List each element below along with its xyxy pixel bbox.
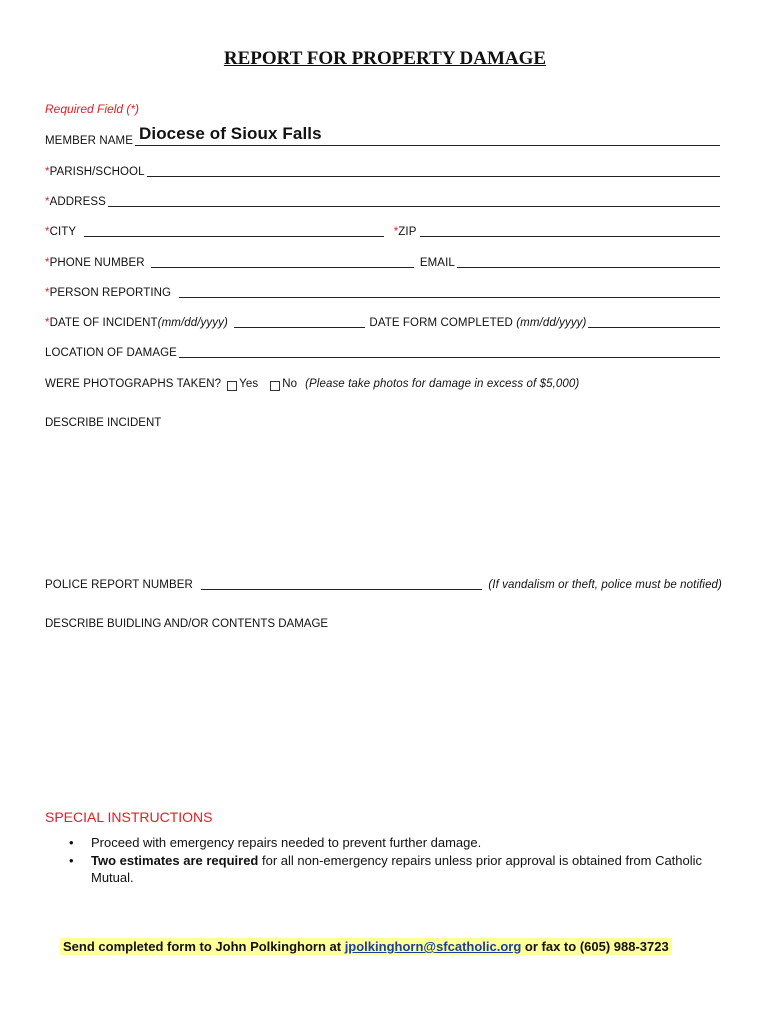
location-label: LOCATION OF DAMAGE (45, 347, 177, 359)
send-instructions (60, 938, 672, 955)
date-completed-format: (mm/dd/yyyy) (516, 317, 587, 329)
parish-school-field[interactable] (147, 162, 720, 177)
address-field[interactable] (108, 192, 720, 207)
special-instructions-heading: SPECIAL INSTRUCTIONS (45, 809, 213, 825)
location-row (45, 344, 722, 360)
bullet-icon: • (69, 835, 74, 850)
city-label: CITY (49, 226, 77, 238)
date-completed-field[interactable] (588, 313, 720, 328)
list-item (45, 852, 705, 886)
email-link[interactable]: jpolkinghorn@sfcatholic.org (344, 939, 522, 954)
special-instructions-list (45, 834, 705, 887)
required-field-note: Required Field (*) (45, 102, 140, 116)
zip-label: ZIP (398, 226, 417, 238)
dates-row (45, 314, 722, 330)
date-incident-label: DATE OF INCIDENT (49, 317, 158, 329)
photos-yes-label: Yes (239, 378, 259, 390)
phone-field[interactable] (151, 253, 414, 268)
instruction-text: for all non-emergency repairs unless prior approval is obtained from Catholic Mutual. (91, 853, 703, 885)
parish-school-row (45, 163, 722, 179)
page-title: REPORT FOR PROPERTY DAMAGE (223, 48, 547, 69)
required-star: * (45, 226, 50, 238)
date-completed-label: DATE FORM COMPLETED (369, 317, 513, 329)
location-field[interactable] (179, 343, 720, 358)
photos-note: (Please take photos for damage in excess of $5,000) (305, 378, 580, 390)
photos-row (45, 375, 722, 391)
photos-label: WERE PHOTOGRAPHS TAKEN? (45, 378, 222, 390)
send-suffix: or fax to (605) 988-3723 (521, 939, 669, 954)
email-field[interactable] (457, 253, 720, 268)
date-incident-format: (mm/dd/yyyy) (157, 317, 228, 329)
address-row (45, 193, 722, 209)
describe-incident-label: DESCRIBE INCIDENT (45, 417, 162, 429)
required-star: * (45, 166, 50, 178)
police-report-note: (If vandalism or theft, police must be notified) (488, 579, 722, 591)
police-report-label: POLICE REPORT NUMBER (45, 579, 193, 591)
list-item (45, 834, 705, 851)
member-name-row (45, 124, 722, 148)
police-report-row (45, 576, 722, 592)
phone-label: PHONE NUMBER (49, 257, 145, 269)
person-reporting-row (45, 284, 722, 300)
describe-incident-area[interactable] (45, 436, 722, 566)
send-prefix: Send completed form to John Polkinghorn at (63, 939, 345, 954)
city-zip-row (45, 223, 722, 239)
zip-field[interactable] (420, 222, 720, 237)
phone-email-row (45, 254, 722, 270)
city-field[interactable] (84, 222, 384, 237)
describe-damage-label: DESCRIBE BUIDLING AND/OR CONTENTS DAMAGE (45, 618, 329, 630)
person-reporting-field[interactable] (179, 283, 720, 298)
member-name-value: Diocese of Sioux Falls (139, 124, 322, 143)
photos-no-label: No (282, 378, 298, 390)
member-name-label: MEMBER NAME (45, 135, 133, 147)
bullet-icon: • (69, 853, 74, 868)
required-star: * (45, 196, 50, 208)
required-star: * (45, 317, 50, 329)
required-star: * (45, 287, 50, 299)
photos-no-checkbox[interactable] (270, 381, 280, 391)
photos-yes-checkbox[interactable] (227, 381, 237, 391)
person-reporting-label: PERSON REPORTING (49, 287, 172, 299)
member-name-field[interactable] (135, 124, 720, 146)
instruction-text: Proceed with emergency repairs needed to prevent further damage. (91, 835, 482, 850)
email-label: EMAIL (419, 257, 455, 269)
parish-school-label: PARISH/SCHOOL (49, 166, 145, 178)
date-incident-field[interactable] (234, 313, 366, 328)
instruction-bold-text: Two estimates are required (91, 853, 259, 868)
required-star: * (45, 257, 50, 269)
describe-damage-area[interactable] (45, 637, 722, 797)
police-report-field[interactable] (201, 575, 482, 590)
required-star: * (393, 226, 399, 238)
address-label: ADDRESS (49, 196, 106, 208)
